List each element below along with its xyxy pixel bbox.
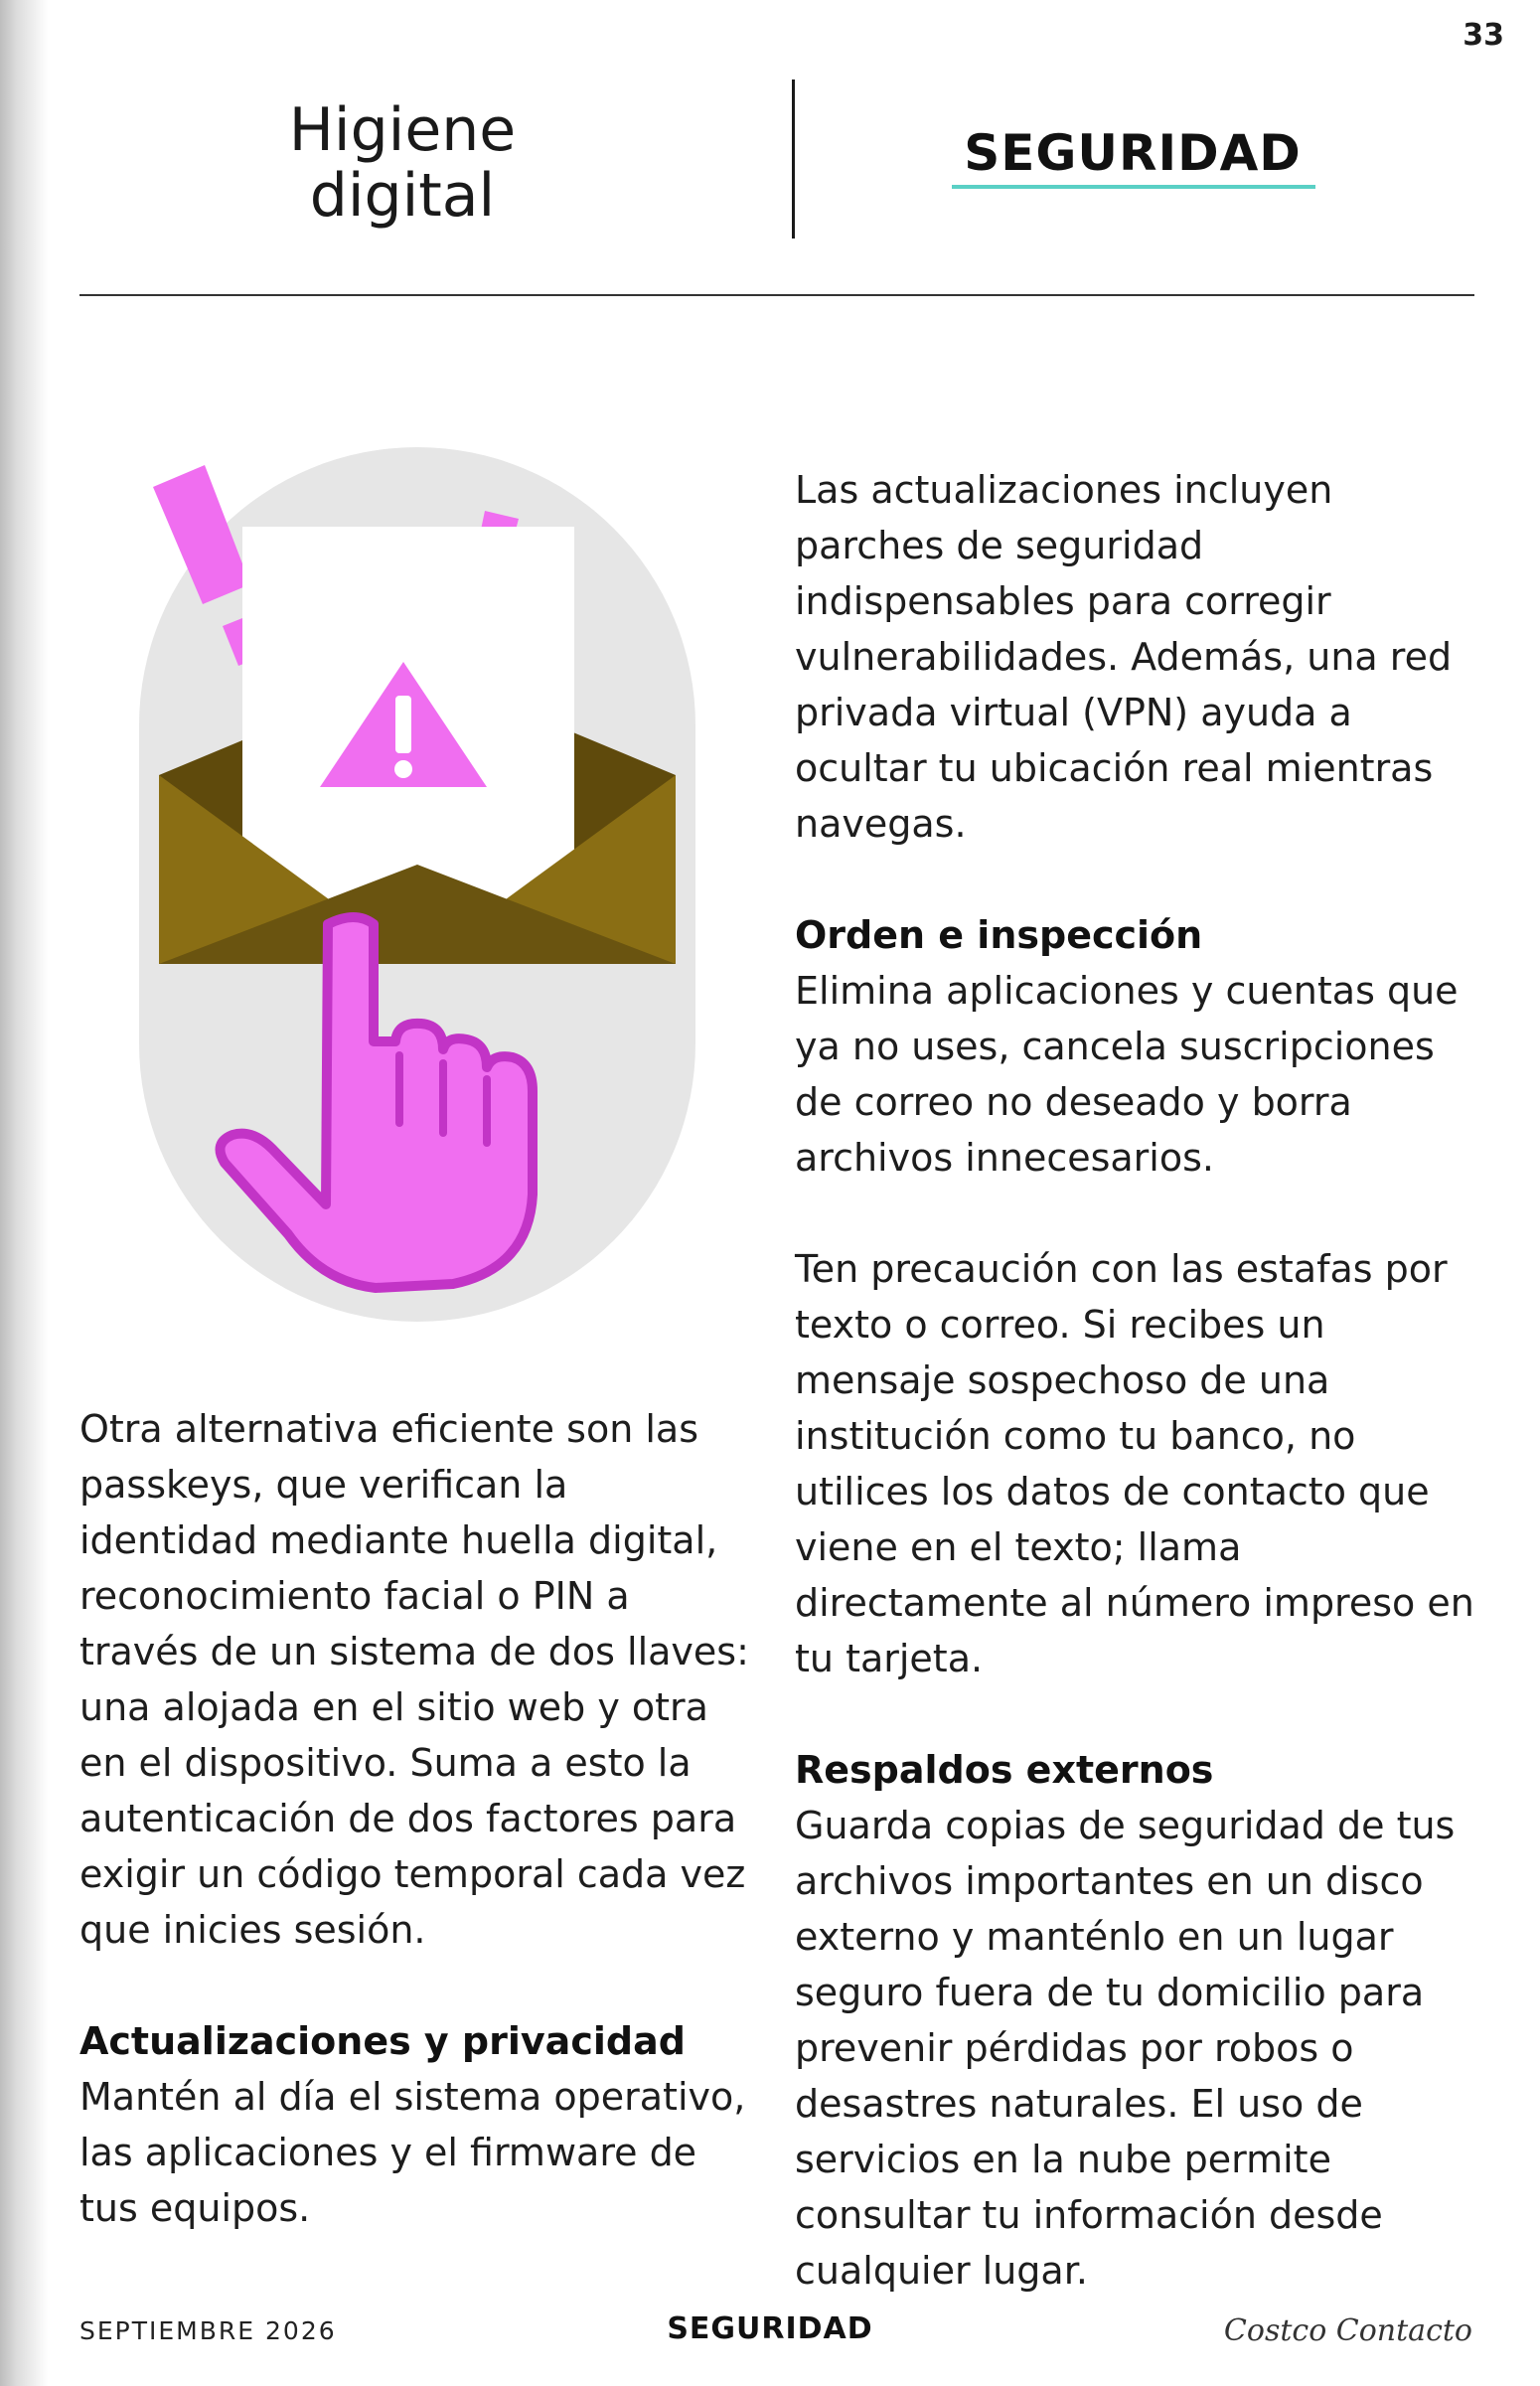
page-number: 33 bbox=[1463, 18, 1504, 53]
scams-paragraph: Ten precaución con las estafas por texto o correo. Si recibes un mensaje sospechoso de una institución como tu banco, no utilices los datos de contacto que viene en el texto; llama directamente al número impreso en tu tarjeta. bbox=[795, 1247, 1474, 1680]
updates-body: Mantén al día el sistema operativo, las aplicaciones y el firmware de tus equipos. bbox=[79, 2075, 746, 2230]
backup-heading: Respaldos externos bbox=[795, 1748, 1214, 1792]
page-title bbox=[238, 97, 566, 229]
page-gutter-shadow bbox=[0, 0, 48, 2386]
header-rule bbox=[79, 294, 1474, 296]
updates-section bbox=[79, 2013, 755, 2236]
right-column bbox=[795, 462, 1480, 2299]
backup-section bbox=[795, 1742, 1480, 2299]
order-section bbox=[795, 907, 1480, 1186]
order-body: Elimina aplicaciones y cuentas que ya no uses, cancela suscripciones de correo no deseado y borra archivos innecesarios. bbox=[795, 969, 1459, 1180]
updates-heading: Actualizaciones y privacidad bbox=[79, 2019, 686, 2063]
left-column bbox=[79, 1401, 755, 2236]
footer-brand: Costco Contacto bbox=[1223, 2313, 1472, 2348]
footer-section-label: SEGURIDAD bbox=[667, 2311, 873, 2346]
phishing-email-illustration bbox=[139, 447, 695, 1322]
page-title-line-1: Higiene bbox=[288, 95, 517, 165]
section-label: SEGURIDAD bbox=[964, 124, 1302, 182]
page-title-line-2: digital bbox=[309, 161, 496, 231]
passkeys-paragraph: Otra alternativa eficiente son las passkeys, que verifican la identidad mediante huella digital, reconocimiento facial o PIN a través de un sistema de dos llaves: una alojada en el sitio web y otra en el dispositivo. Suma a esto la autenticación de dos factores para exigir un código temporal cada vez que inicies sesión. bbox=[79, 1407, 749, 1952]
footer-date: SEPTIEMBRE 2026 bbox=[79, 2316, 337, 2345]
backup-body: Guarda copias de seguridad de tus archivos importantes en un disco externo y manténlo en un lugar seguro fuera de tu domicilio para prevenir pérdidas por robos o desastres naturales. El uso de servicios en la nube permite consultar tu información desde cualquier lugar. bbox=[795, 1804, 1456, 2293]
header-divider bbox=[792, 80, 795, 239]
section-label-underline bbox=[952, 185, 1315, 189]
vpn-paragraph: Las actualizaciones incluyen parches de seguridad indispensables para corregir vulnerabilidades. Además, una red privada virtual (VPN) ayuda a ocultar tu ubicación real mientras navegas. bbox=[795, 468, 1453, 846]
order-heading: Orden e inspección bbox=[795, 913, 1203, 957]
